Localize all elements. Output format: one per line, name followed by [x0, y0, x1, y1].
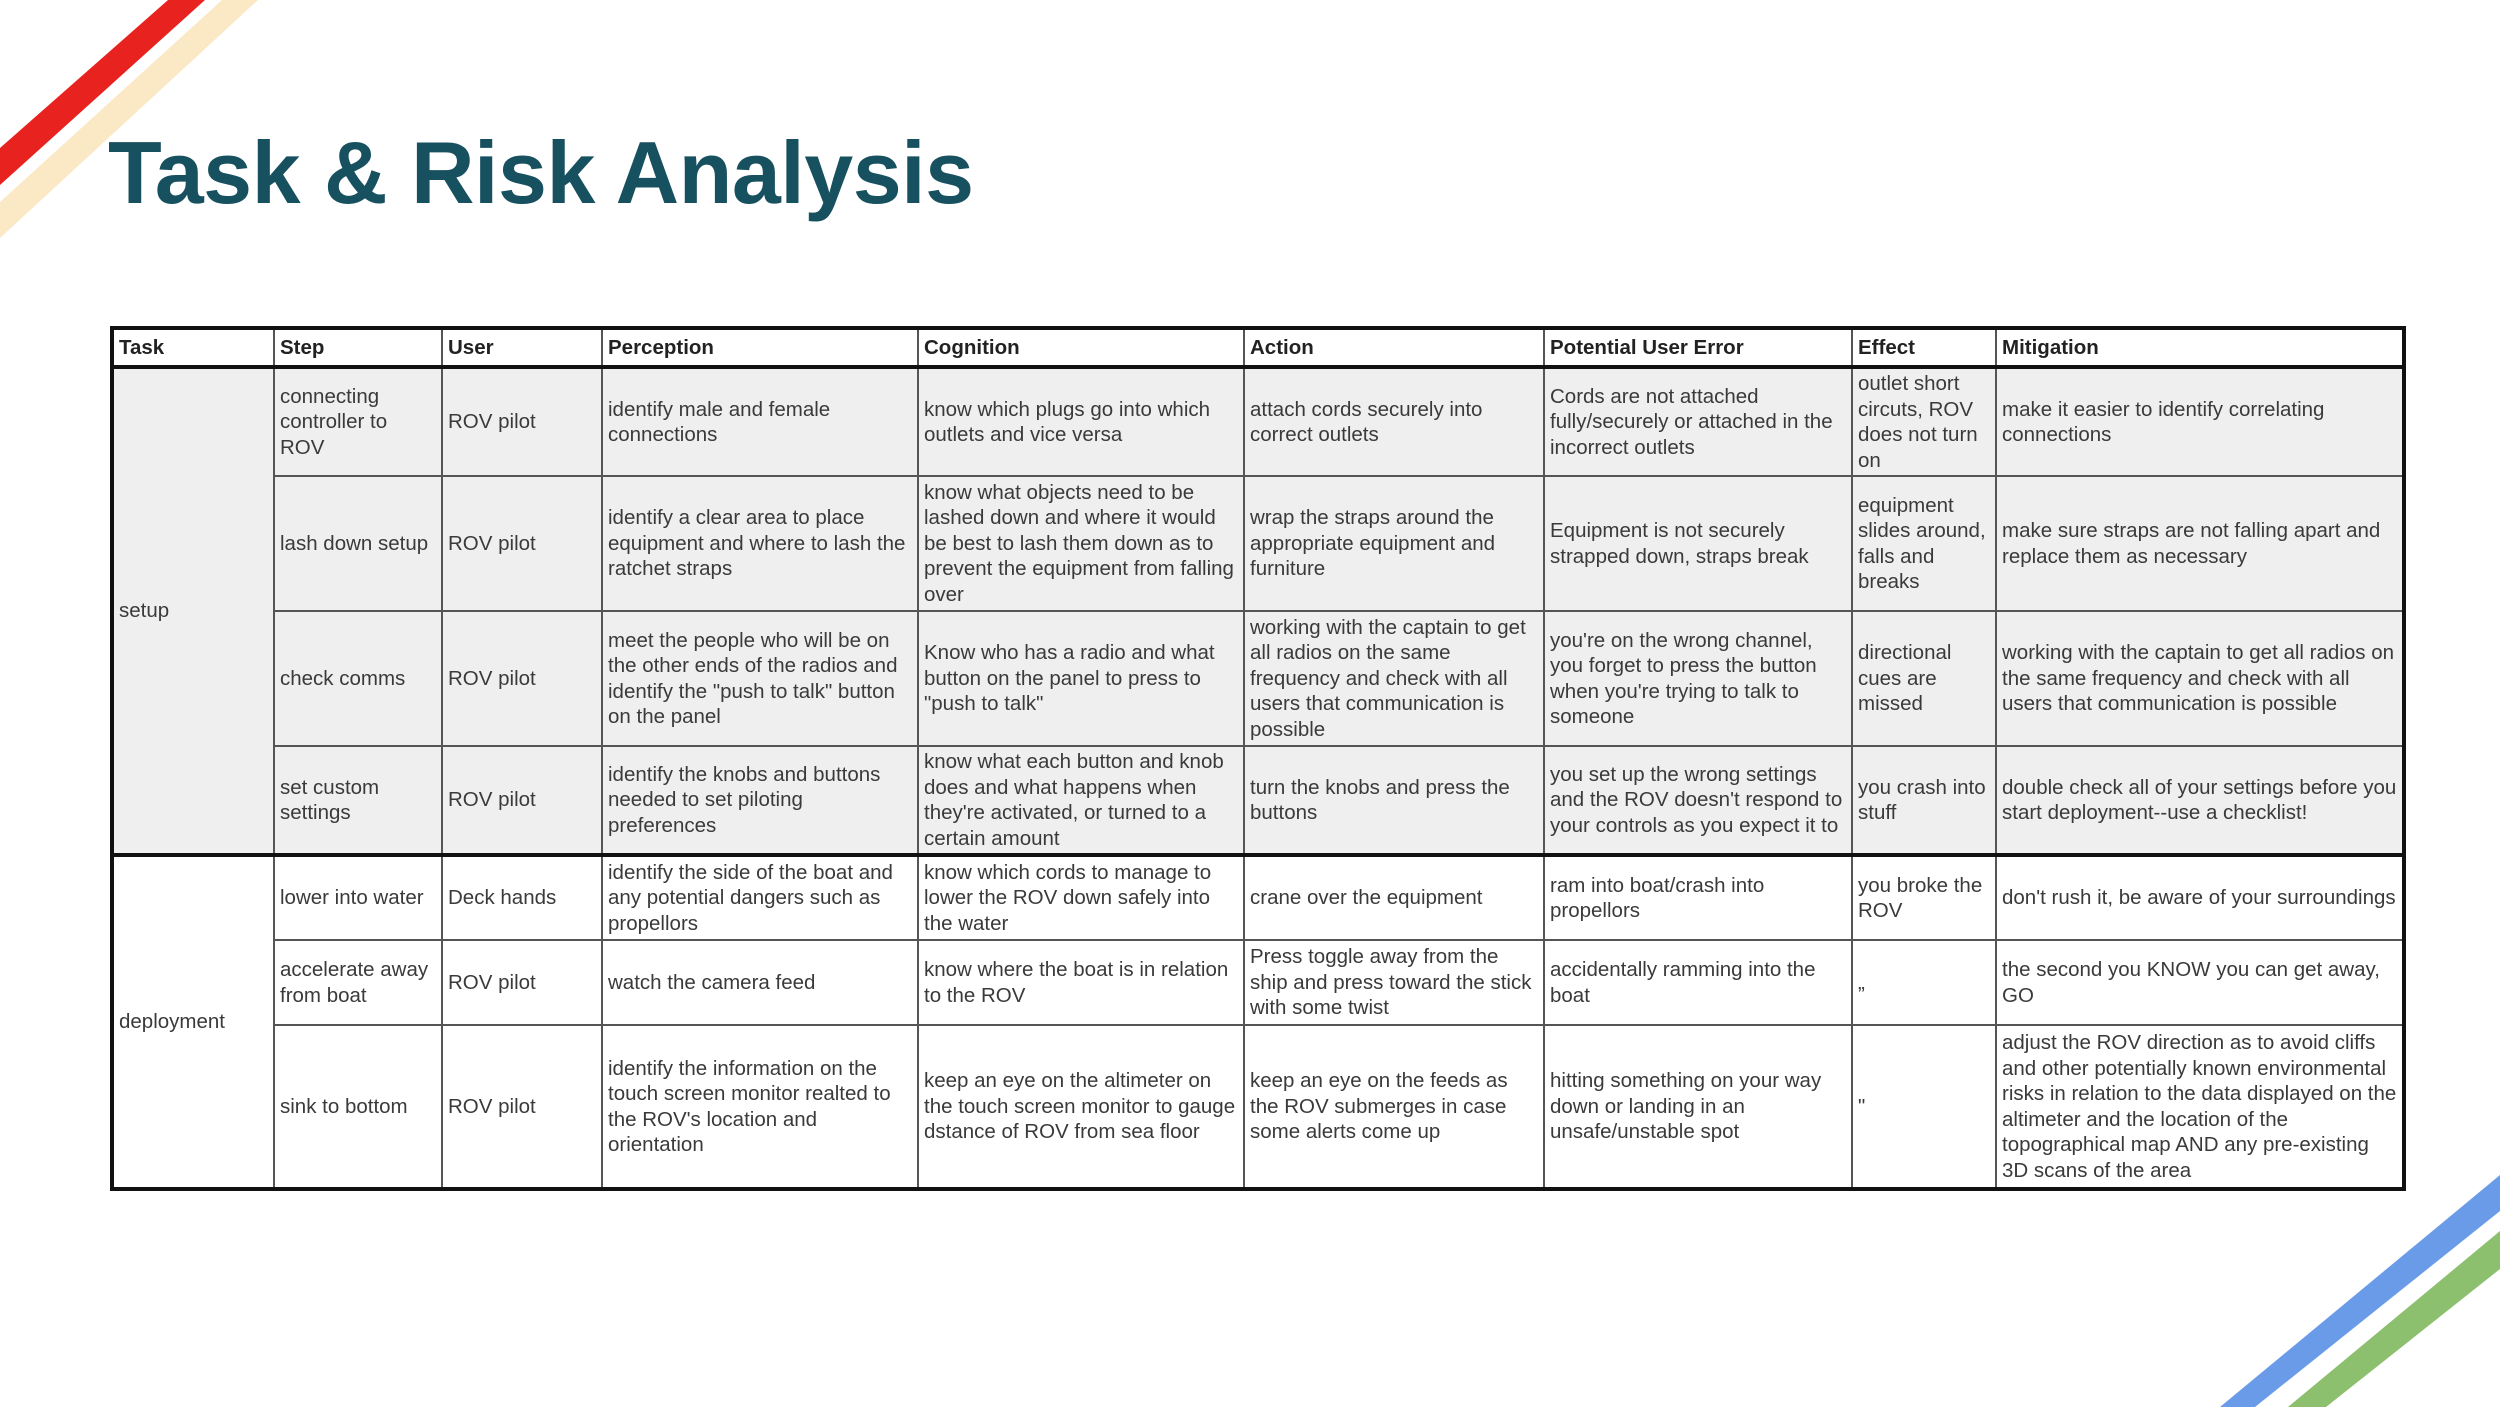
- perception-cell: identify a clear area to place equipment and where to lash the ratchet straps: [602, 476, 918, 611]
- error-cell: Equipment is not securely strapped down, straps break: [1544, 476, 1852, 611]
- header-effect: Effect: [1852, 328, 1996, 367]
- effect-cell: directional cues are missed: [1852, 611, 1996, 746]
- cognition-cell: know which cords to manage to lower the ROV down safely into the water: [918, 855, 1244, 940]
- step-cell: check comms: [274, 611, 442, 746]
- cognition-cell: know which plugs go into which outlets and vice versa: [918, 367, 1244, 476]
- perception-cell: identify the knobs and buttons needed to set piloting preferences: [602, 746, 918, 855]
- user-cell: ROV pilot: [442, 940, 602, 1025]
- effect-cell: „: [1852, 940, 1996, 1025]
- step-cell: set custom settings: [274, 746, 442, 855]
- table-row: [112, 746, 2404, 855]
- action-cell: crane over the equipment: [1244, 855, 1544, 940]
- user-cell: ROV pilot: [442, 476, 602, 611]
- header-perception: Perception: [602, 328, 918, 367]
- error-cell: Cords are not attached fully/securely or attached in the incorrect outlets: [1544, 367, 1852, 476]
- action-cell: keep an eye on the feeds as the ROV submerges in case some alerts come up: [1244, 1025, 1544, 1189]
- perception-cell: identify the side of the boat and any potential dangers such as propellors: [602, 855, 918, 940]
- perception-cell: meet the people who will be on the other ends of the radios and identify the "push to talk" button on the panel: [602, 611, 918, 746]
- header-mitigation: Mitigation: [1996, 328, 2404, 367]
- user-cell: ROV pilot: [442, 1025, 602, 1189]
- effect-cell: ": [1852, 1025, 1996, 1189]
- action-cell: turn the knobs and press the buttons: [1244, 746, 1544, 855]
- user-cell: Deck hands: [442, 855, 602, 940]
- mitigation-cell: make sure straps are not falling apart and replace them as necessary: [1996, 476, 2404, 611]
- header-cognition: Cognition: [918, 328, 1244, 367]
- user-cell: ROV pilot: [442, 746, 602, 855]
- header-row: [112, 328, 2404, 367]
- action-cell: attach cords securely into correct outlets: [1244, 367, 1544, 476]
- effect-cell: you crash into stuff: [1852, 746, 1996, 855]
- action-cell: working with the captain to get all radios on the same frequency and check with all users that communication is possible: [1244, 611, 1544, 746]
- mitigation-cell: the second you KNOW you can get away, GO: [1996, 940, 2404, 1025]
- error-cell: hitting something on your way down or landing in an unsafe/unstable spot: [1544, 1025, 1852, 1189]
- table-row: [112, 940, 2404, 1025]
- header-task: Task: [112, 328, 274, 367]
- green-stripe: [2288, 1231, 2500, 1407]
- step-cell: accelerate away from boat: [274, 940, 442, 1025]
- task-cell-setup: setup: [112, 367, 274, 855]
- cognition-cell: keep an eye on the altimeter on the touch screen monitor to gauge dstance of ROV from sea floor: [918, 1025, 1244, 1189]
- table-row: [112, 611, 2404, 746]
- header-step: Step: [274, 328, 442, 367]
- step-cell: connecting controller to ROV: [274, 367, 442, 476]
- effect-cell: you broke the ROV: [1852, 855, 1996, 940]
- cognition-cell: know where the boat is in relation to the ROV: [918, 940, 1244, 1025]
- mitigation-cell: adjust the ROV direction as to avoid cliffs and other potentially known environmental risks in relation to the data displayed on the altimeter and the location of the topographical map AND any pre-existing 3D scans of the area: [1996, 1025, 2404, 1189]
- user-cell: ROV pilot: [442, 611, 602, 746]
- action-cell: Press toggle away from the ship and press toward the stick with some twist: [1244, 940, 1544, 1025]
- table-row: [112, 1025, 2404, 1189]
- table-row: [112, 855, 2404, 940]
- mitigation-cell: double check all of your settings before you start deployment--use a checklist!: [1996, 746, 2404, 855]
- effect-cell: outlet short circuts, ROV does not turn on: [1852, 367, 1996, 476]
- cognition-cell: know what each button and knob does and what happens when they're activated, or turned to a certain amount: [918, 746, 1244, 855]
- effect-cell: equipment slides around, falls and breaks: [1852, 476, 1996, 611]
- perception-cell: watch the camera feed: [602, 940, 918, 1025]
- task-cell-deployment: deployment: [112, 855, 274, 1189]
- mitigation-cell: working with the captain to get all radios on the same frequency and check with all users that communication is possible: [1996, 611, 2404, 746]
- header-action: Action: [1244, 328, 1544, 367]
- action-cell: wrap the straps around the appropriate equipment and furniture: [1244, 476, 1544, 611]
- user-cell: ROV pilot: [442, 367, 602, 476]
- perception-cell: identify male and female connections: [602, 367, 918, 476]
- step-cell: sink to bottom: [274, 1025, 442, 1189]
- task-risk-table: [110, 326, 2406, 1191]
- perception-cell: identify the information on the touch screen monitor realted to the ROV's location and orientation: [602, 1025, 918, 1189]
- table-row: [112, 367, 2404, 476]
- cognition-cell: Know who has a radio and what button on the panel to press to "push to talk": [918, 611, 1244, 746]
- step-cell: lower into water: [274, 855, 442, 940]
- header-user: User: [442, 328, 602, 367]
- error-cell: ram into boat/crash into propellors: [1544, 855, 1852, 940]
- error-cell: you set up the wrong settings and the ROV doesn't respond to your controls as you expect it to: [1544, 746, 1852, 855]
- mitigation-cell: make it easier to identify correlating connections: [1996, 367, 2404, 476]
- table-row: [112, 476, 2404, 611]
- step-cell: lash down setup: [274, 476, 442, 611]
- cognition-cell: know what objects need to be lashed down and where it would be best to lash them down as to prevent the equipment from falling over: [918, 476, 1244, 611]
- mitigation-cell: don't rush it, be aware of your surroundings: [1996, 855, 2404, 940]
- error-cell: you're on the wrong channel, you forget to press the button when you're trying to talk to someone: [1544, 611, 1852, 746]
- error-cell: accidentally ramming into the boat: [1544, 940, 1852, 1025]
- header-potential-user-error: Potential User Error: [1544, 328, 1852, 367]
- page-title: Task & Risk Analysis: [108, 123, 974, 222]
